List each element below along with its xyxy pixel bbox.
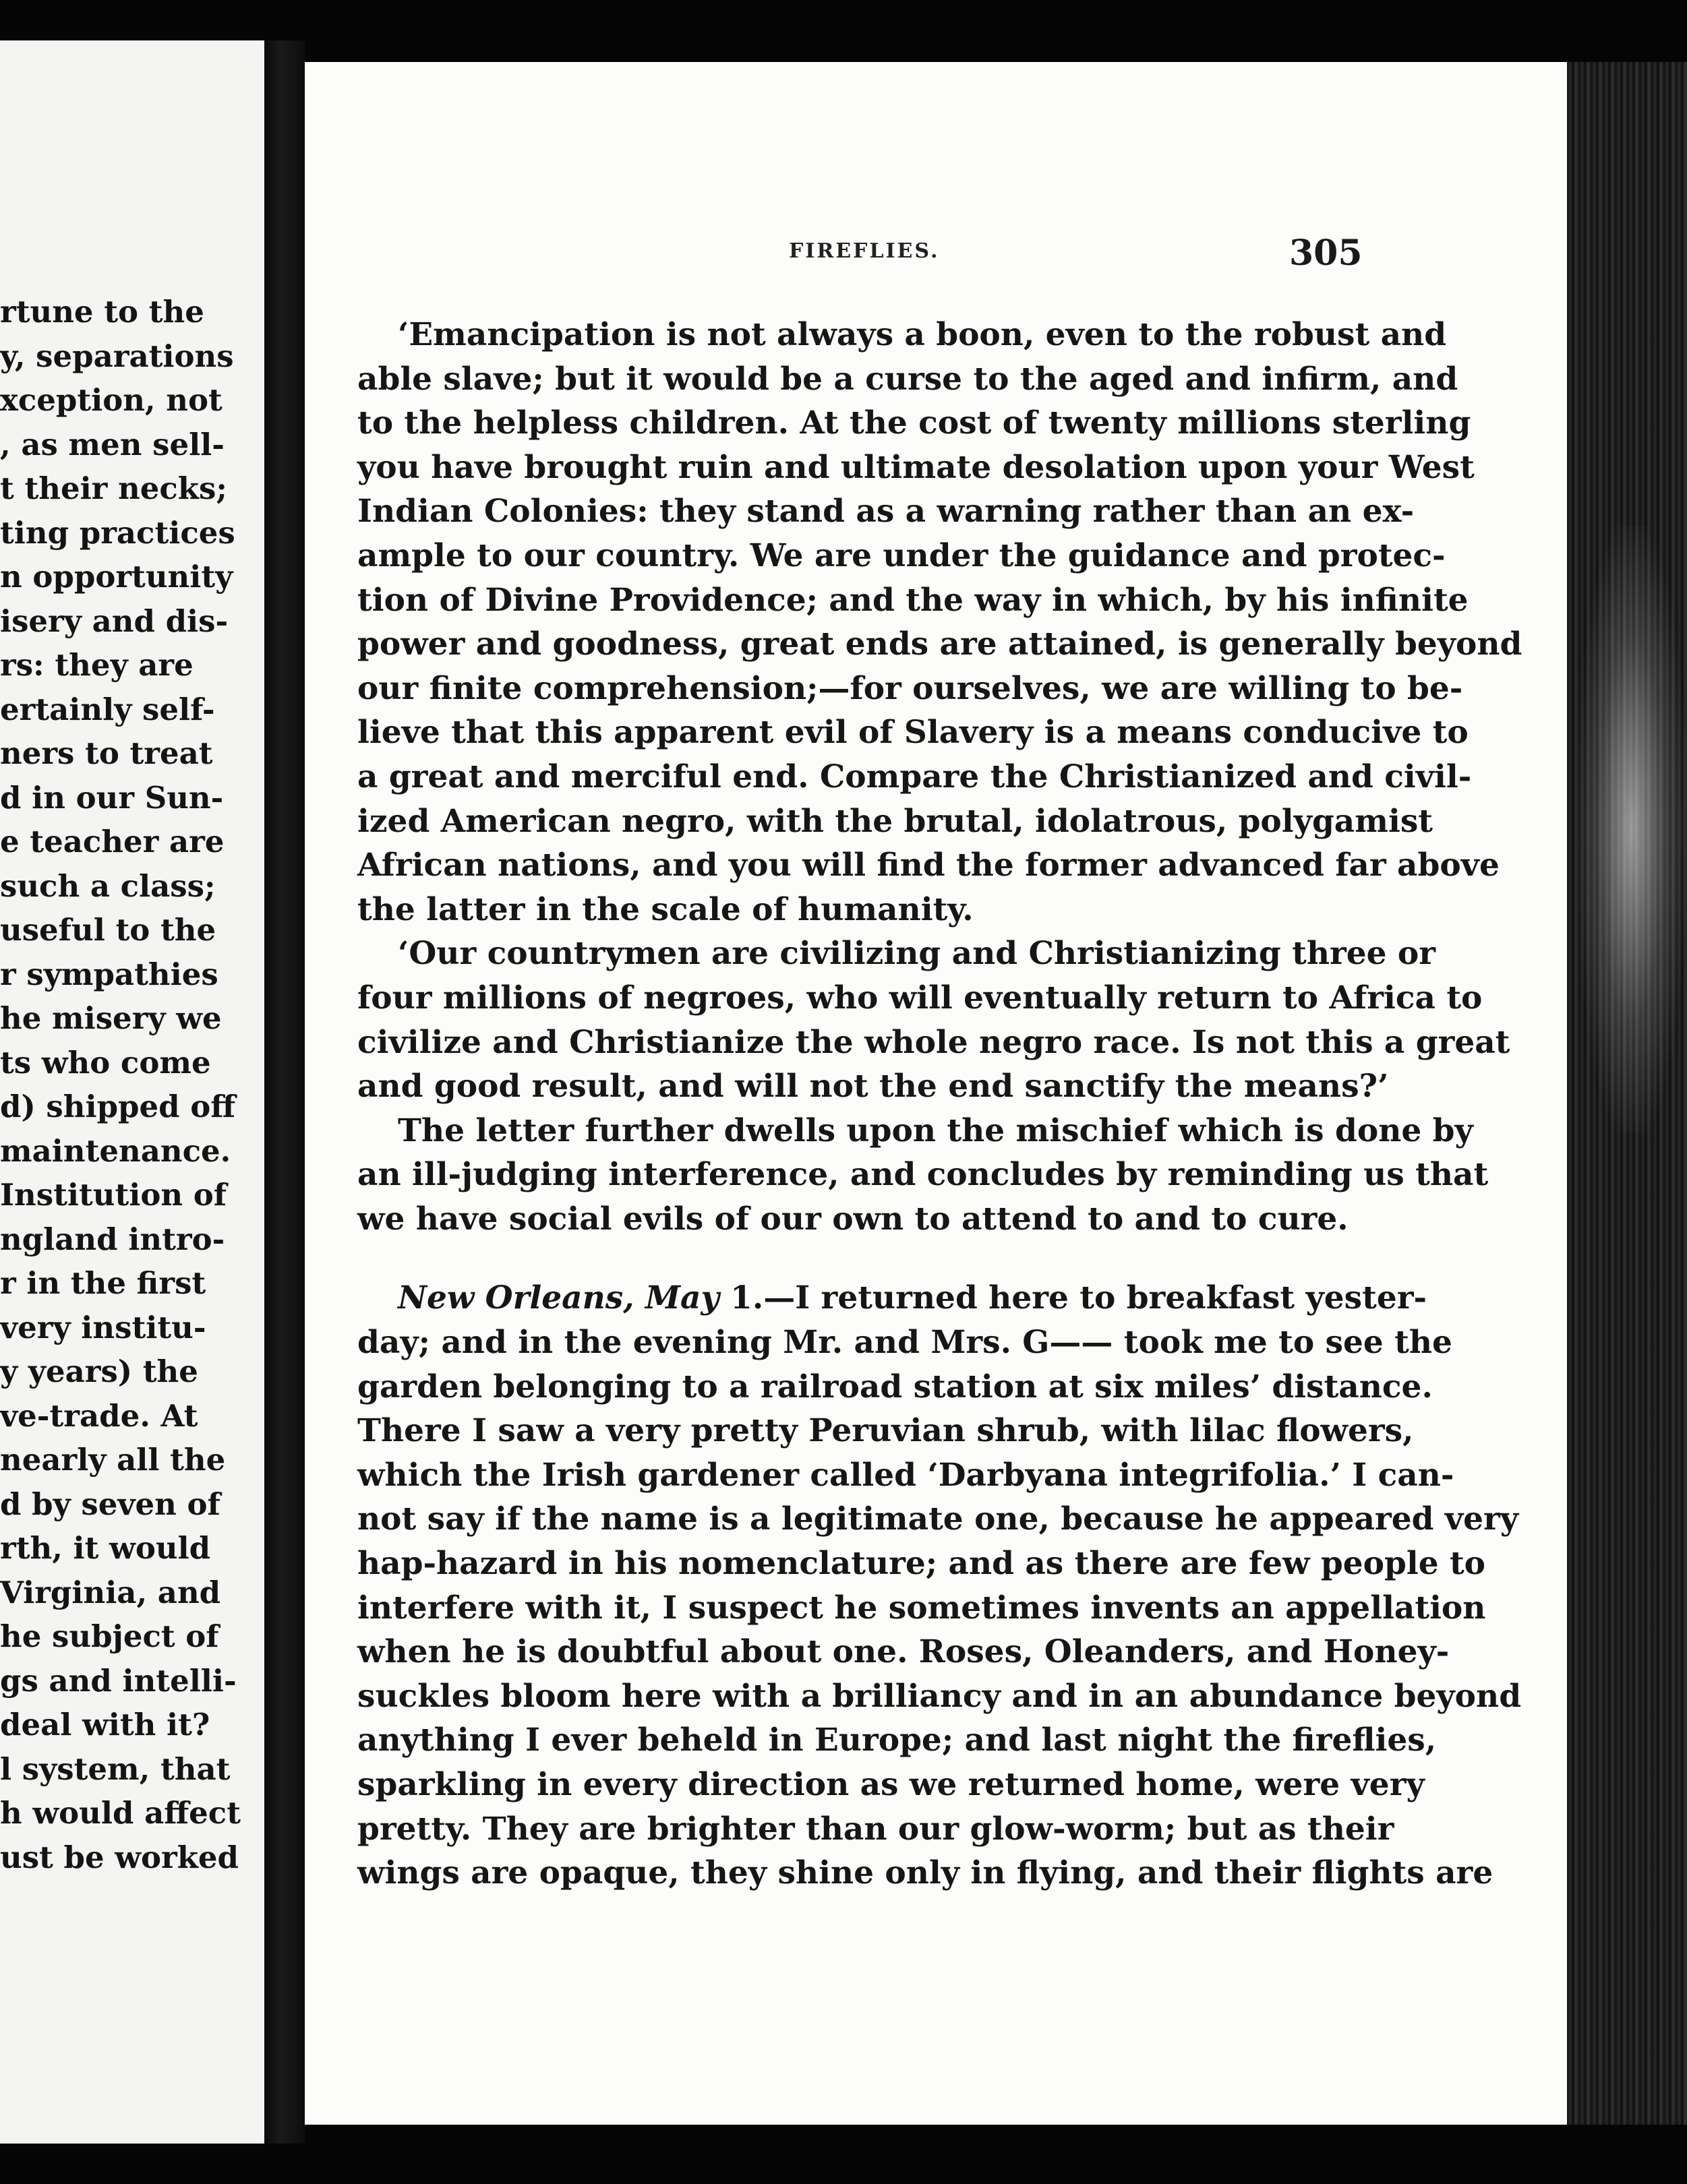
- facing-page-line: , as men sell-: [0, 426, 225, 462]
- facing-page-line: n opportunity: [0, 559, 233, 595]
- text-line: ‘Emancipation is not always a boon, even to the robust and: [398, 316, 1447, 353]
- paragraph-countrymen-quote: [357, 932, 1510, 1108]
- paragraph-letter-summary: [357, 1109, 1489, 1242]
- facing-page-line: isery and dis-: [0, 603, 229, 639]
- facing-page-line: ngland intro-: [0, 1221, 225, 1257]
- facing-page-line: such a class;: [0, 868, 216, 904]
- facing-page-line: y years) the: [0, 1354, 198, 1389]
- facing-page-line: Institution of: [0, 1177, 227, 1213]
- diary-first-line-rest: 1.—I returned here to breakfast yester-: [719, 1279, 1427, 1317]
- text-line: garden belonging to a railroad station at six miles’ distance.: [357, 1368, 1433, 1405]
- facing-page-line: he subject of: [0, 1618, 219, 1654]
- text-line: day; and in the evening Mr. and Mrs. G—— took me to see the: [357, 1324, 1452, 1362]
- text-line: four millions of negroes, who will eventually return to Africa to: [357, 979, 1483, 1017]
- text-line: when he is doubtful about one. Roses, Oleanders, and Honey-: [357, 1633, 1450, 1671]
- text-line: you have brought ruin and ultimate desolation upon your West: [357, 448, 1475, 486]
- text-line: tion of Divine Providence; and the way in which, by his infinite: [357, 581, 1469, 619]
- facing-page-line: ts who come: [0, 1044, 211, 1081]
- facing-page-line: gs and intelli-: [0, 1662, 237, 1699]
- facing-page-fragment: [0, 40, 264, 2144]
- facing-page-line: very institu-: [0, 1309, 206, 1345]
- text-line: able slave; but it would be a curse to the aged and infirm, and: [357, 360, 1458, 398]
- facing-page-line: r sympathies: [0, 956, 218, 992]
- text-line: the latter in the scale of humanity.: [357, 890, 974, 928]
- text-line: not say if the name is a legitimate one, because he appeared very: [357, 1500, 1519, 1538]
- section-break: [357, 1241, 1355, 1276]
- text-line: civilize and Christianize the whole negro race. Is not this a great: [357, 1023, 1510, 1061]
- facing-page-line: l system, that: [0, 1751, 231, 1787]
- text-line: we have social evils of our own to attend to and to cure.: [357, 1200, 1349, 1238]
- facing-page-line: Virginia, and: [0, 1574, 221, 1610]
- paragraph-new-orleans-diary: [357, 1276, 1522, 1895]
- page-edge-glare: [1578, 526, 1686, 1132]
- text-line: interfere with it, I suspect he sometimes invents an appellation: [357, 1589, 1486, 1627]
- facing-page-line: useful to the: [0, 912, 216, 948]
- page-number: 305: [1289, 233, 1363, 274]
- text-line: African nations, and you will find the former advanced far above: [357, 847, 1500, 884]
- diary-month: May: [645, 1279, 719, 1317]
- facing-page-line: h would affect: [0, 1795, 241, 1831]
- paragraph-emancipation-quote: [357, 313, 1522, 932]
- facing-page-line: ust be worked: [0, 1839, 239, 1875]
- text-line: power and goodness, great ends are attained, is generally beyond: [357, 626, 1522, 663]
- book-gutter: [264, 40, 305, 2144]
- text-line: suckles bloom here with a brilliancy and in an abundance beyond: [357, 1677, 1522, 1715]
- text-line: ‘Our countrymen are civilizing and Christianizing three or: [398, 935, 1436, 973]
- text-line: anything I ever beheld in Europe; and last night the fireflies,: [357, 1722, 1437, 1759]
- facing-page-line: ting practices: [0, 514, 235, 551]
- text-line: to the helpless children. At the cost of twenty millions sterling: [357, 404, 1471, 442]
- text-line: Indian Colonies: they stand as a warning rather than an ex-: [357, 493, 1415, 530]
- facing-page-line: y, separations: [0, 338, 234, 374]
- facing-page-line: ve-trade. At: [0, 1397, 198, 1434]
- text-line: pretty. They are brighter than our glow-worm; but as their: [357, 1810, 1394, 1848]
- facing-page-line: e teacher are: [0, 824, 225, 859]
- facing-page-line: deal with it?: [0, 1707, 210, 1742]
- facing-page-line: d) shipped off: [0, 1089, 236, 1124]
- text-line: ample to our country. We are under the guidance and protec-: [357, 537, 1446, 574]
- facing-page-line: rtune to the: [0, 294, 204, 330]
- text-line: our finite comprehension;—for ourselves, we are willing to be-: [357, 669, 1463, 707]
- facing-page-line: he misery we: [0, 1000, 222, 1036]
- facing-page-line: ertainly self-: [0, 691, 215, 727]
- facing-page-line: maintenance.: [0, 1132, 231, 1169]
- text-line: The letter further dwells upon the mischief which is done by: [398, 1112, 1473, 1149]
- page-body-text: [357, 313, 1522, 1895]
- facing-page-line: t their necks;: [0, 471, 227, 506]
- facing-page-line: rth, it would: [0, 1530, 211, 1566]
- text-line: There I saw a very pretty Peruvian shrub, with lilac flowers,: [357, 1412, 1414, 1450]
- text-line: [357, 1276, 1427, 1321]
- text-line: sparkling in every direction as we returned home, were very: [357, 1766, 1425, 1803]
- text-line: and good result, and will not the end sanctify the means?’: [357, 1068, 1389, 1105]
- text-line: hap-hazard in his nomenclature; and as there are few people to: [357, 1545, 1486, 1583]
- text-line: an ill-judging interference, and concludes by reminding us that: [357, 1156, 1489, 1194]
- facing-page-line: r in the first: [0, 1265, 206, 1301]
- place-name: New Orleans,: [398, 1279, 634, 1317]
- facing-page-line: rs: they are: [0, 647, 194, 683]
- running-head-title: FIREFLIES.: [789, 239, 940, 263]
- facing-page-line: d in our Sun-: [0, 779, 224, 816]
- text-line: wings are opaque, they shine only in flying, and their flights are: [357, 1854, 1493, 1892]
- facing-page-text: [0, 290, 241, 1879]
- facing-page-line: d by seven of: [0, 1486, 220, 1522]
- facing-page-line: nearly all the: [0, 1442, 226, 1478]
- facing-page-line: ners to treat: [0, 735, 213, 771]
- text-line: ized American negro, with the brutal, idolatrous, polygamist: [357, 802, 1433, 840]
- text-line: which the Irish gardener called ‘Darbyana integrifolia.’ I can-: [357, 1456, 1454, 1494]
- text-line: lieve that this apparent evil of Slavery is a means conducive to: [357, 714, 1469, 752]
- facing-page-line: xception, not: [0, 382, 223, 418]
- text-line: a great and merciful end. Compare the Christianized and civil-: [357, 758, 1472, 795]
